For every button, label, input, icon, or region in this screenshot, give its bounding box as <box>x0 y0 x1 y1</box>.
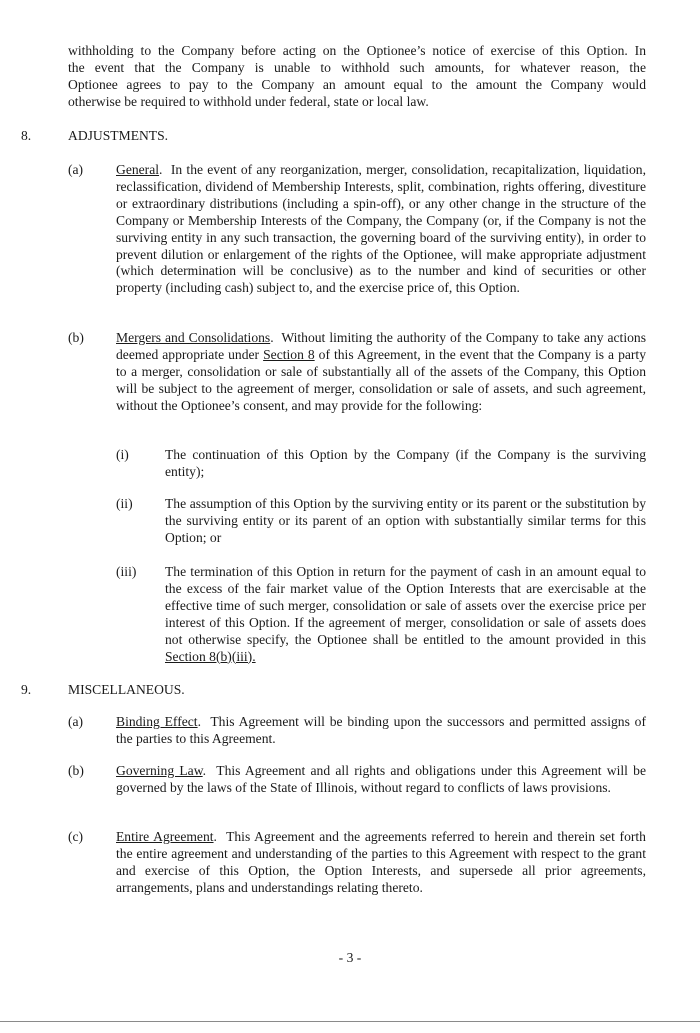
section-9a-text: This Agreement will be binding upon the successors and permitted assigns of the parties to this Agreement. <box>116 714 646 746</box>
section-9b-paragraph <box>116 763 646 797</box>
section-9b-title-period: . <box>202 763 207 778</box>
page-number: - 3 - <box>338 950 362 965</box>
section-8b-i-marker: (i) <box>116 447 129 462</box>
section-8biii-link[interactable]: Section 8(b)(iii). <box>165 648 256 664</box>
section-8b-paragraph <box>116 330 646 415</box>
intro-line-2: the event that the Company is unable to withhold such amounts, for whatever reason, the <box>68 59 646 75</box>
section-9c-paragraph <box>116 829 646 897</box>
section-9b-title: Governing Law <box>116 763 203 778</box>
section-8b-iii-marker: (iii) <box>116 564 137 579</box>
intro-line-3: Optionee agrees to pay to the Company an amount equal to the amount the Company would <box>68 76 646 92</box>
section-9-heading: MISCELLANEOUS. <box>68 682 185 697</box>
section-8b-title-period: . <box>270 330 274 345</box>
section-8a-marker: (a) <box>68 162 84 177</box>
section-8a-paragraph <box>116 162 646 297</box>
bottom-divider <box>0 1021 700 1022</box>
section-9a-paragraph <box>116 714 646 748</box>
section-8b-text-pre: Without limiting the authority of the Company to take any actions deemed appropriate under <box>116 330 646 362</box>
section-9b-marker: (b) <box>68 763 84 778</box>
section-9a-title-period: . <box>197 714 201 729</box>
section-8-heading: ADJUSTMENTS. <box>68 128 169 143</box>
section-8a-title-period: . <box>159 162 163 177</box>
intro-paragraph <box>68 43 646 111</box>
section-9c-title: Entire Agreement <box>116 829 214 844</box>
section-8b-iii-text: The termination of this Option in return for the payment of cash in an amount equal to the excess of the fair market value of the Option Interests that are exercisable at the effective time of such merger, consolidation or sale of assets over the exercise price per interest of this Option. If the agreement of merger, consolidation or sale of assets does not otherwise specify, the Optionee shall be entitled to the amount provided in this <box>165 564 646 647</box>
section-9c-title-period: . <box>213 829 217 844</box>
section-8-link[interactable]: Section 8 <box>263 346 315 362</box>
section-8b-i-paragraph: The continuation of this Option by the Company (if the Company is the surviving entity); <box>165 447 646 479</box>
section-9-number: 9. <box>21 682 32 697</box>
section-9b-text: This Agreement and all rights and obligations under this Agreement will be governed by the laws of the State of Illinois, without regard to conflicts of laws provisions. <box>116 763 646 795</box>
section-8b-ii-marker: (ii) <box>116 496 133 511</box>
section-8b-title: Mergers and Consolidations <box>116 330 271 345</box>
section-8b-text-post: of this Agreement, in the event that the Company is a party to a merger, consolidation or sale of substantially all of the assets of the Company, this Option will be subject to the agreement of merger, consolidation or sale of assets, and such agreement, without the Optionee’s consent, and may provide for the following: <box>116 346 646 413</box>
section-9a-title: Binding Effect <box>116 714 198 729</box>
intro-line-1: withholding to the Company before acting on the Optionee’s notice of exercise of this Option. In <box>68 43 646 58</box>
section-8b-ii-paragraph: The assumption of this Option by the surviving entity or its parent or the substitution by the surviving entity or its parent of an option with substantially similar terms for this Option; or <box>165 496 646 545</box>
section-9c-marker: (c) <box>68 829 84 844</box>
section-9a-marker: (a) <box>68 714 84 729</box>
section-8a-title: General <box>116 162 160 177</box>
section-9c-text: This Agreement and the agreements referred to herein and therein set forth the entire agreement and understanding of the parties to this Agreement with respect to the grant and exercise of this Option, the Option Interests, and supersede all prior agreements, arrangements, plans and understandings relating thereto. <box>116 829 646 895</box>
section-8b-marker: (b) <box>68 330 84 345</box>
section-8-number: 8. <box>21 128 32 143</box>
section-8b-iii-paragraph <box>165 564 646 665</box>
intro-line-4: otherwise be required to withhold under federal, state or local law. <box>68 93 429 109</box>
section-8a-text: In the event of any reorganization, merger, consolidation, recapitalization, liquidation, reclassification, dividend of Membership Interests, split, combination, rights offering, divestiture or extraordinary distributions (including a spin-off), or any other change in the structure of the Company or Membership Interests of the Company, the Company (or, if the Company is not the surviving entity in any such transaction, the governing board of the surviving entity), in order to prevent dilution or enlargement of the rights of the Optionee, will make appropriate adjustment (which determination will be conclusive) as to the number and kind of securities or other property (including cash) subject to, and the exercise price of, this Option. <box>116 162 646 296</box>
